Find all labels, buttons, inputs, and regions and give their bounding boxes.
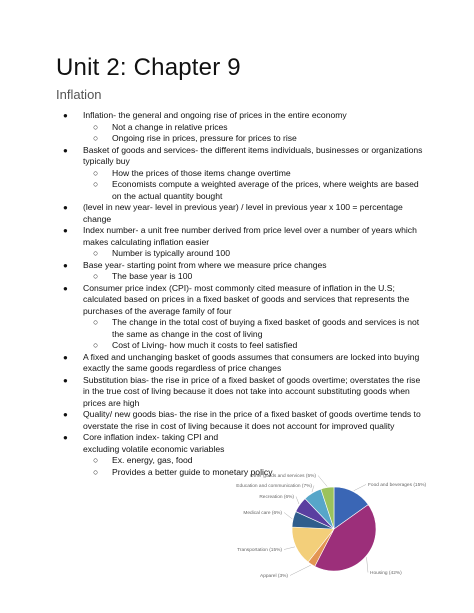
bullet-item xyxy=(56,202,426,225)
bullet-text: Ongoing rise in prices, pressure for prices to rise xyxy=(112,133,297,143)
pie-leader-line xyxy=(354,485,366,491)
bullet-text: Consumer price index (CPI)- most commonly cited measure of inflation in the U.S; calculated based on prices in a fixed basket of goods and services that represents the purchases of the average family of four xyxy=(83,282,410,316)
bullet-text: Inflation- the general and ongoing rise of prices in the entire economy xyxy=(83,110,347,120)
sub-bullet-item xyxy=(56,248,426,260)
bullet-marker: ● xyxy=(63,433,68,442)
bullet-text: The change in the total cost of buying a fixed basket of goods and services is not the same as change in the cost of living xyxy=(112,317,420,339)
notes-list xyxy=(56,110,426,478)
bullet-text: Cost of Living- how much it costs to feel satisfied xyxy=(112,340,298,350)
bullet-text: Number is typically around 100 xyxy=(112,248,230,258)
pie-slice-label: Apparel (3%) xyxy=(260,574,288,579)
sub-bullet-item xyxy=(56,317,426,340)
bullet-item xyxy=(56,260,426,272)
bullet-text: Basket of goods and services- the different items individuals, businesses or organizations typically buy xyxy=(83,144,423,166)
sub-bullet-item xyxy=(56,340,426,352)
sub-bullet-item xyxy=(56,179,426,202)
bullet-item xyxy=(56,110,426,122)
bullet-item xyxy=(56,225,426,248)
bullet-marker: ● xyxy=(63,283,68,293)
bullet-text: Not a change in relative prices xyxy=(112,121,228,132)
pie-leader-line xyxy=(312,486,314,493)
bullet-text: Base year- starting point from where we measure price changes xyxy=(83,259,327,270)
pie-slice-label: Transportation (15%) xyxy=(237,548,282,553)
bullet-item xyxy=(56,352,426,375)
sub-bullet-marker: ○ xyxy=(93,167,99,178)
bullet-text: The base year is 100 xyxy=(112,271,193,281)
cpi-weights-pie-chart xyxy=(228,470,448,585)
bullet-marker: ● xyxy=(63,375,68,385)
bullet-marker: ● xyxy=(63,410,68,419)
bullet-text: Quality/ new goods bias- the rise in the price of a fixed basket of goods overtime tends to overstate the rise in cost of living because it does not account for improved quality xyxy=(83,409,421,431)
pie-leader-line xyxy=(318,476,327,487)
sub-bullet-item xyxy=(56,455,302,467)
section-subtitle: Inflation xyxy=(56,87,102,102)
sub-bullet-item xyxy=(56,122,426,134)
bullet-item xyxy=(56,145,426,168)
bullet-item xyxy=(56,283,426,318)
sub-bullet-marker: ○ xyxy=(93,340,99,350)
pie-leader-line xyxy=(366,557,368,572)
bullet-text: Core inflation index- taking CPI and excluding volatile economic variables xyxy=(83,432,225,454)
sub-bullet-marker: ○ xyxy=(93,455,99,465)
bullet-text: Ex. energy, gas, food xyxy=(112,455,193,465)
bullet-marker: ● xyxy=(63,203,68,212)
bullet-item-core-inflation xyxy=(56,432,253,455)
bullet-text: Substitution bias- the rise in price of a fixed basket of goods overtime; overstates the rise in the true cost of living because it does not take into account substituting goods when prices are high xyxy=(83,374,421,408)
sub-bullet-marker: ○ xyxy=(93,121,99,132)
pie-slice-label: Housing (42%) xyxy=(370,571,402,576)
pie-chart-svg xyxy=(228,470,448,585)
pie-slice-label: Recreation (6%) xyxy=(259,495,294,500)
pie-slice-label: Food and beverages (15%) xyxy=(368,483,427,488)
bullet-marker: ● xyxy=(63,145,68,155)
bullet-text: How the prices of those items change overtime xyxy=(112,167,291,178)
bullet-text: Economists compute a weighted average of the prices, where weights are based on the actual quantity bought xyxy=(112,179,419,201)
pie-slice-label: Medical care (6%) xyxy=(243,511,282,516)
sub-bullet-marker: ○ xyxy=(93,317,99,327)
pie-slice-label: Education and communication (7%) xyxy=(236,484,312,489)
sub-bullet-item xyxy=(56,133,426,145)
page-title: Unit 2: Chapter 9 xyxy=(56,54,241,81)
sub-bullet-marker: ○ xyxy=(93,133,99,143)
sub-bullet-marker: ○ xyxy=(93,271,99,281)
bullet-item xyxy=(56,375,426,410)
pie-leader-line xyxy=(290,565,311,575)
bullet-text: Provides a better guide to monetary policy xyxy=(112,466,273,477)
sub-bullet-item xyxy=(56,168,426,180)
bullet-marker: ● xyxy=(63,226,68,235)
pie-leader-line xyxy=(284,547,295,550)
sub-bullet-marker: ○ xyxy=(93,248,99,258)
bullet-text: (level in new year- level in previous year) / level in previous year x 100 = percentage change xyxy=(83,202,403,224)
pie-leader-line xyxy=(296,497,299,505)
sub-bullet-marker: ○ xyxy=(93,179,99,189)
bullet-item xyxy=(56,409,426,432)
sub-bullet-item xyxy=(56,271,426,283)
sub-bullet-marker: ○ xyxy=(93,466,99,477)
bullet-text: A fixed and unchanging basket of goods assumes that consumers are locked into buying exactly the same goods regardless of price changes xyxy=(83,351,420,373)
bullet-marker: ● xyxy=(63,111,68,120)
bullet-marker: ● xyxy=(63,352,68,362)
bullet-text: Index number- a unit free number derived from price level over a number of years which makes calculating inflation easier xyxy=(83,225,417,247)
pie-slice-label: Other goods and services (5%) xyxy=(249,474,316,479)
pie-leader-line xyxy=(284,513,292,519)
bullet-marker: ● xyxy=(63,260,68,270)
